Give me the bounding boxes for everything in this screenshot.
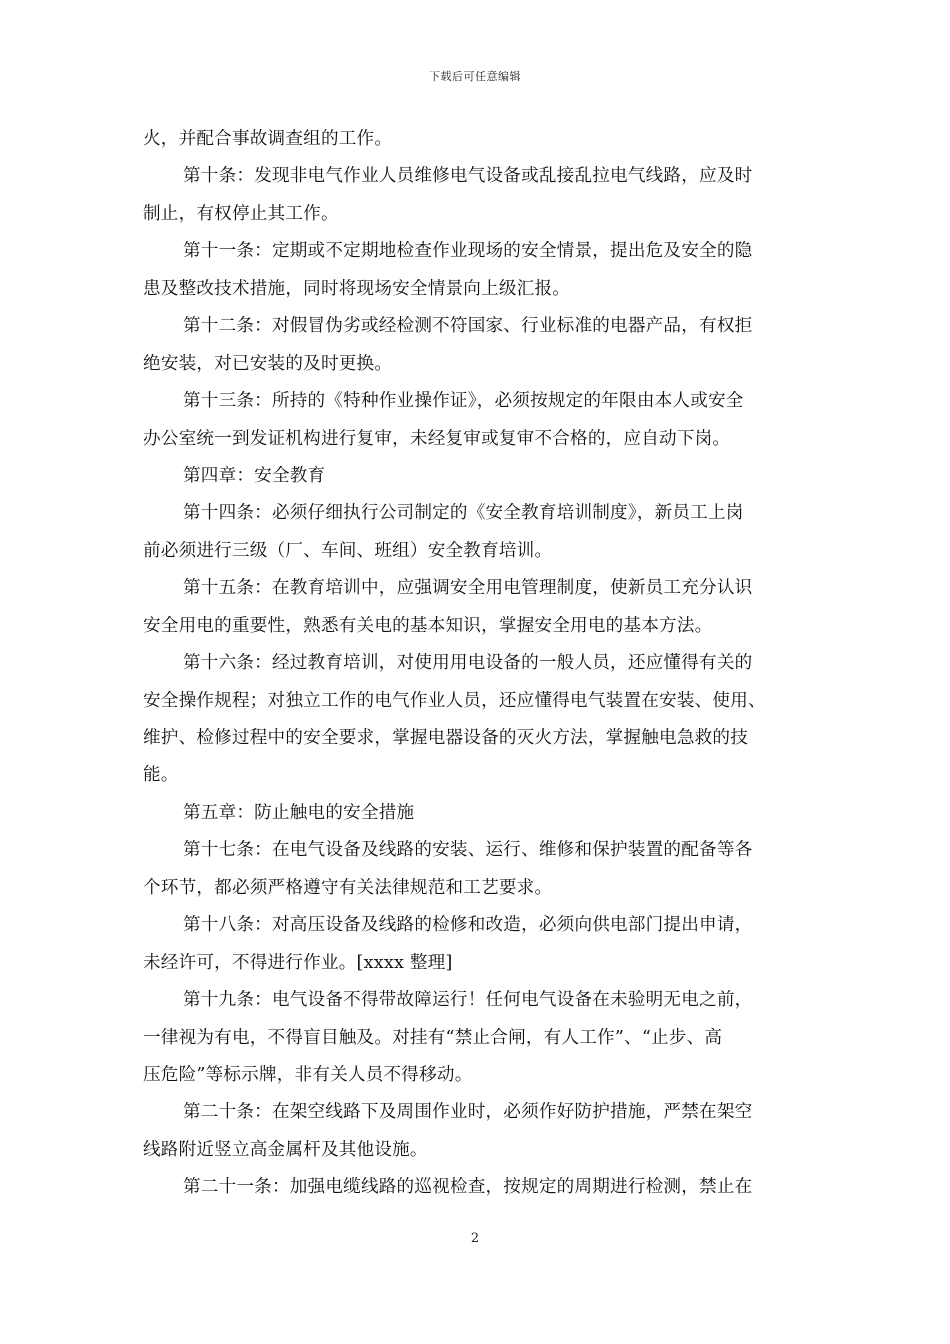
- text-line: 第十八条：对高压设备及线路的检修和改造，必须向供电部门提出申请，: [183, 915, 753, 936]
- text-line: 维护、检修过程中的安全要求，掌握电器设备的灭火方法，掌握触电急救的技: [143, 728, 748, 748]
- text-line: 第十六条：经过教育培训，对使用用电设备的一般人员，还应懂得有关的: [183, 653, 753, 674]
- text-line: 第十二条：对假冒伪劣或经检测不符国家、行业标准的电器产品，有权拒: [183, 316, 753, 337]
- text-line: 第十九条：电气设备不得带故障运行！任何电气设备在未验明无电之前，: [183, 990, 753, 1011]
- text-line: 绝安装，对已安装的及时更换。: [143, 353, 393, 374]
- document-body: [143, 124, 808, 1210]
- text-line: 能。: [143, 765, 179, 786]
- text-line: 前必须进行三级（厂、车间、班组）安全教育培训。: [143, 540, 553, 561]
- text-line: 未经许可，不得进行作业。[xxxx 整理]: [143, 952, 453, 973]
- page-header: 下载后可任意编辑: [429, 70, 521, 83]
- text-line: 第十四条：必须仔细执行公司制定的《安全教育培训制度》，新员工上岗: [183, 503, 744, 524]
- page-number: 2: [470, 1231, 480, 1246]
- text-line: 制止，有权停止其工作。: [143, 203, 339, 224]
- text-line: 第十三条：所持的《特种作业操作证》，必须按规定的年限由本人或安全: [183, 391, 744, 412]
- text-line: 火，并配合事故调查组的工作。: [143, 129, 393, 149]
- text-line: 第十条：发现非电气作业人员维修电气设备或乱接乱拉电气线路，应及时: [183, 166, 753, 187]
- text-line: 安全操作规程；对独立工作的电气作业人员，还应懂得电气装置在安装、使用、: [143, 690, 766, 711]
- text-line: 第十一条：定期或不定期地检查作业现场的安全情景，提出危及安全的隐: [183, 241, 753, 262]
- text-line: 第二十条：在架空线路下及周围作业时，必须作好防护措施，严禁在架空: [183, 1102, 753, 1123]
- text-line: 安全用电的重要性，熟悉有关电的基本知识，掌握安全用电的基本方法。: [143, 615, 713, 636]
- text-line: 第二十一条：加强电缆线路的巡视检查，按规定的周期进行检测，禁止在: [183, 1177, 753, 1198]
- text-line: 压危险”等标示牌，非有关人员不得移动。: [143, 1064, 473, 1085]
- text-line: 一律视为有电，不得盲目触及。对挂有“禁止合闸，有人工作”、“止步、高: [143, 1027, 723, 1048]
- text-line: 第五章：防止触电的安全措施: [183, 802, 415, 823]
- text-line: 第十五条：在教育培训中，应强调安全用电管理制度，使新员工充分认识: [183, 578, 753, 599]
- text-line: 线路附近竖立高金属杆及其他设施。: [143, 1139, 428, 1160]
- text-line: 第四章：安全教育: [183, 465, 326, 486]
- text-line: 办公室统一到发证机构进行复审，未经复审或复审不合格的，应自动下岗。: [143, 428, 731, 449]
- text-line: 第十七条：在电气设备及线路的安装、运行、维修和保护装置的配备等各: [183, 840, 753, 861]
- text-line: 患及整改技术措施，同时将现场安全情景向上级汇报。: [143, 278, 571, 299]
- text-line: 个环节，都必须严格遵守有关法律规范和工艺要求。: [143, 877, 553, 898]
